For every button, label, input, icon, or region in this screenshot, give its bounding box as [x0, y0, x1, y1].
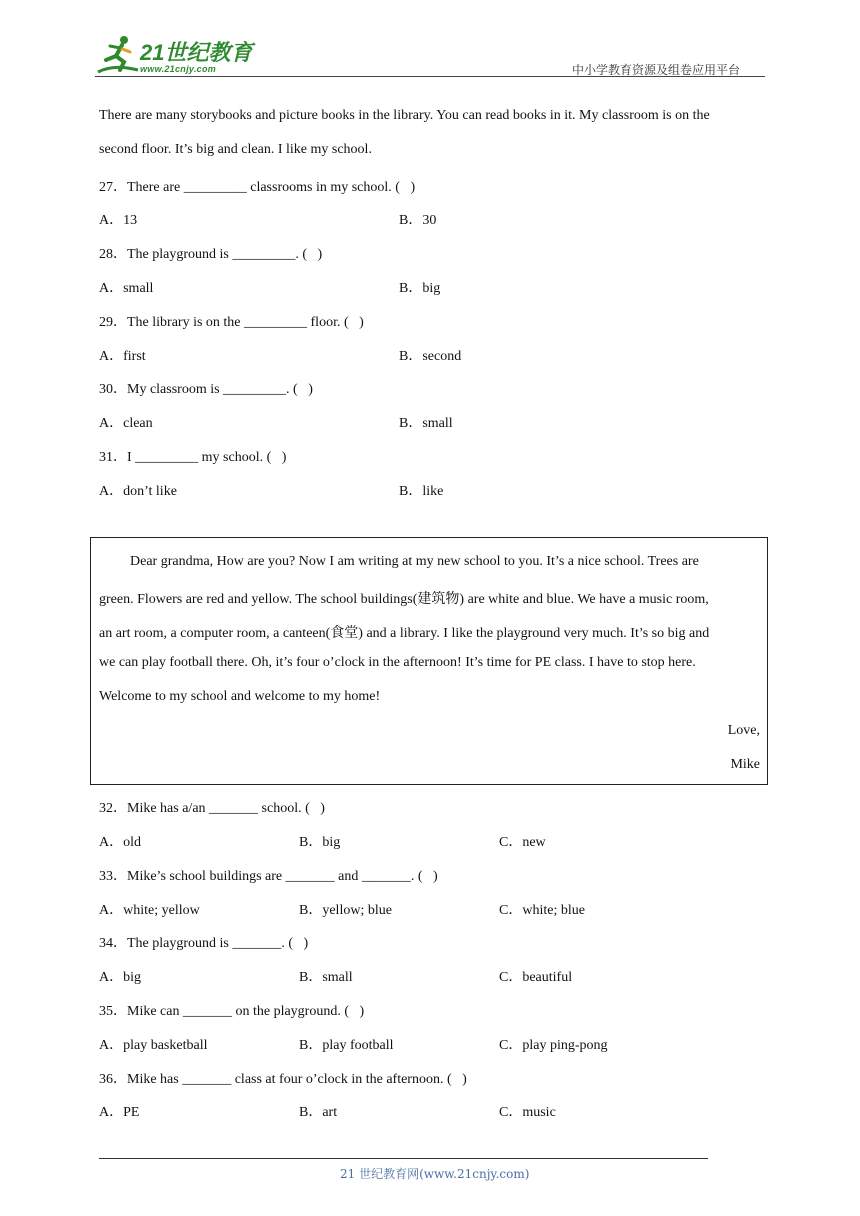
option-c: C．beautiful	[499, 970, 573, 985]
question-stem: 33．Mike’s school buildings are _______ and _______. ( )	[99, 869, 438, 884]
letter-line: green. Flowers are red and yellow. The school buildings(建筑物) are white and blue. We have a music room,	[99, 592, 709, 607]
question-stem: 30．My classroom is _________. ( )	[99, 382, 313, 397]
letter-closing: Love,	[727, 723, 760, 738]
logo-text: 21世纪教育	[140, 40, 253, 65]
letter-line: an art room, a computer room, a canteen(食堂) and a library. I like the playground very much. It’s so big and	[99, 626, 710, 641]
option-a: A．small	[99, 281, 154, 296]
option-a: A．clean	[99, 416, 153, 431]
question-stem: 34．The playground is _______. ( )	[99, 936, 309, 951]
question-stem: 31．I _________ my school. ( )	[99, 450, 287, 465]
option-a: A．play basketball	[99, 1038, 208, 1053]
letter-line: Welcome to my school and welcome to my home!	[99, 689, 381, 704]
option-a: A．big	[99, 970, 141, 985]
letter-line: we can play football there. Oh, it’s four o’clock in the afternoon! It’s time for PE class. I have to stop here.	[99, 655, 696, 670]
question-stem: 36．Mike has _______ class at four o’clock in the afternoon. ( )	[99, 1072, 467, 1087]
letter-line: Dear grandma, How are you? Now I am writing at my new school to you. It’s a nice school. Trees are	[130, 554, 699, 569]
option-b: B．big	[399, 281, 441, 296]
option-c: C．new	[499, 835, 546, 850]
option-b: B．art	[299, 1105, 338, 1120]
option-c: C．play ping-pong	[499, 1038, 608, 1053]
option-a: A．don’t like	[99, 484, 177, 499]
question-stem: 32．Mike has a/an _______ school. ( )	[99, 801, 325, 816]
running-person-icon	[94, 34, 140, 76]
option-a: A．PE	[99, 1105, 140, 1120]
option-b: B．like	[399, 484, 444, 499]
intro-line-1: There are many storybooks and picture books in the library. You can read books in it. My classroom is on the	[99, 108, 710, 123]
site-logo	[94, 34, 264, 78]
option-b: B．small	[399, 416, 453, 431]
option-a: A．13	[99, 213, 138, 228]
option-a: A．white; yellow	[99, 903, 200, 918]
logo-url: www.21cnjy.com	[140, 64, 217, 74]
header-platform-text: 中小学教育资源及组卷应用平台	[572, 63, 741, 77]
option-a: A．first	[99, 349, 146, 364]
option-c: C．music	[499, 1105, 556, 1120]
question-stem: 29．The library is on the _________ floor. ( )	[99, 315, 364, 330]
option-b: B．small	[299, 970, 353, 985]
question-stem: 35．Mike can _______ on the playground. ( )	[99, 1004, 365, 1019]
option-b: B．play football	[299, 1038, 394, 1053]
question-stem: 27．There are _________ classrooms in my school. ( )	[99, 180, 416, 195]
option-b: B．second	[399, 349, 462, 364]
option-b: B．30	[399, 213, 437, 228]
header-divider	[95, 76, 765, 77]
question-stem: 28．The playground is _________. ( )	[99, 247, 323, 262]
option-a: A．old	[99, 835, 141, 850]
option-b: B．big	[299, 835, 341, 850]
option-b: B．yellow; blue	[299, 903, 392, 918]
option-c: C．white; blue	[499, 903, 585, 918]
intro-line-2: second floor. It’s big and clean. I like my school.	[99, 142, 372, 157]
footer-divider	[99, 1158, 708, 1159]
letter-signature: Mike	[730, 757, 760, 772]
footer-link[interactable]: 21 世纪教育网(www.21cnjy.com)	[340, 1167, 530, 1181]
